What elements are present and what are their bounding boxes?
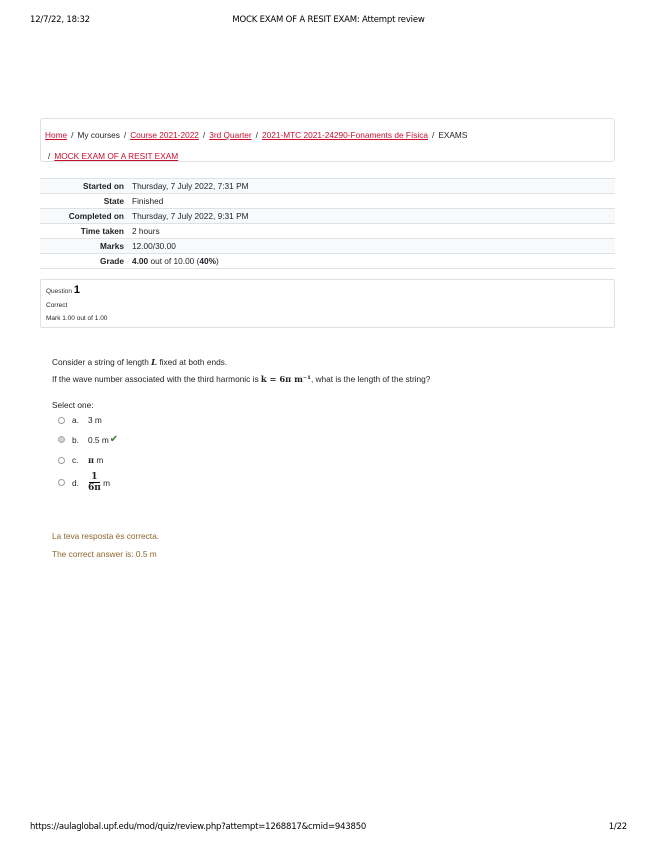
fraction-denominator: 6π (88, 483, 101, 493)
radio-button[interactable] (58, 457, 65, 464)
option-letter: d. (72, 477, 79, 488)
question-mark: Mark 1.00 out of 1.00 (46, 315, 108, 322)
question-variable: L (151, 357, 158, 367)
question-text-part: Consider a string of length (52, 357, 149, 367)
feedback-correct-answer: The correct answer is: 0.5 m (52, 549, 157, 559)
check-icon: ✔ (109, 434, 119, 445)
breadcrumb-exams: EXAMS (438, 130, 468, 140)
question-line-1 (52, 354, 430, 371)
option-letter: a. (72, 415, 79, 425)
summary-value: Finished (128, 194, 615, 209)
summary-label: Started on (40, 179, 128, 194)
question-line-2 (52, 371, 430, 388)
fraction-numerator: 1 (91, 472, 98, 482)
grade-close: ) (215, 256, 219, 266)
summary-value: Thursday, 7 July 2022, 7:31 PM (128, 179, 615, 194)
print-url: https://aulaglobal.upf.edu/mod/quiz/review.php?attempt=1268817&cmid=943850 (30, 822, 367, 832)
summary-label: Marks (40, 239, 128, 254)
breadcrumb-course-year-link[interactable]: Course 2021-2022 (130, 130, 199, 140)
option-d[interactable] (58, 472, 110, 493)
question-number-value: 1 (73, 284, 80, 296)
option-c[interactable] (58, 455, 103, 465)
print-footer (30, 822, 627, 832)
option-letter: c. (72, 455, 79, 465)
table-row (40, 179, 615, 194)
question-text-part: , what is the length of the string? (310, 374, 431, 384)
option-text: 3 m (88, 415, 102, 425)
question-status: Correct (46, 302, 68, 309)
grade-score: 4.00 (132, 256, 149, 266)
question-number (46, 284, 609, 296)
select-one-label: Select one: (52, 400, 94, 410)
breadcrumb-quarter-link[interactable]: 3rd Quarter (209, 130, 252, 140)
breadcrumb: Home / My courses / Course 2021-2022 / 3rd Quarter / 2021-MTC 2021-24290-Fonaments de Física / EXAMS / MOCK EXAM OF A RESIT EXAM (40, 118, 615, 162)
grade-percent: 40% (199, 256, 216, 266)
grade-label: Grade (40, 254, 128, 269)
question-label: Question (46, 288, 73, 295)
radio-button[interactable] (58, 479, 65, 486)
breadcrumb-my-courses: My courses (77, 130, 120, 140)
print-page-number: 1/22 (608, 822, 627, 832)
table-row (40, 239, 615, 254)
breadcrumb-course-link[interactable]: 2021-MTC 2021-24290-Fonaments de Física (261, 130, 429, 140)
grade-value (128, 254, 615, 269)
question-text (52, 354, 430, 388)
feedback-correct: La teva resposta és correcta. (52, 531, 159, 541)
option-text: 0.5 m (88, 434, 109, 445)
grade-out-of: out of 10.00 ( (150, 256, 200, 266)
option-b[interactable] (58, 434, 118, 445)
option-text: m (96, 455, 104, 465)
print-title: MOCK EXAM OF A RESIT EXAM: Attempt review (232, 15, 425, 25)
summary-value: 2 hours (128, 224, 615, 239)
table-row (40, 254, 615, 269)
question-text-part: fixed at both ends. (159, 357, 228, 367)
radio-button-selected[interactable] (58, 436, 65, 443)
print-datetime: 12/7/22, 18:32 (30, 15, 90, 25)
option-fraction (88, 472, 101, 493)
option-text: m (103, 477, 111, 488)
summary-label: Completed on (40, 209, 128, 224)
option-math: π (88, 455, 95, 465)
table-row (40, 209, 615, 224)
breadcrumb-exam-link[interactable]: MOCK EXAM OF A RESIT EXAM (54, 151, 179, 161)
breadcrumb-home-link[interactable]: Home (45, 130, 68, 140)
summary-value: Thursday, 7 July 2022, 9:31 PM (128, 209, 615, 224)
table-row (40, 194, 615, 209)
option-letter: b. (72, 434, 79, 445)
radio-button[interactable] (58, 417, 65, 424)
question-formula: k = 6π m⁻¹ (260, 374, 311, 384)
summary-label: State (40, 194, 128, 209)
summary-label: Time taken (40, 224, 128, 239)
print-header (30, 15, 627, 25)
option-a[interactable] (58, 415, 102, 425)
summary-value: 12.00/30.00 (128, 239, 615, 254)
question-info-box (40, 279, 615, 328)
attempt-summary-table (40, 178, 615, 269)
table-row (40, 224, 615, 239)
question-text-part: If the wave number associated with the third harmonic is (52, 374, 259, 384)
